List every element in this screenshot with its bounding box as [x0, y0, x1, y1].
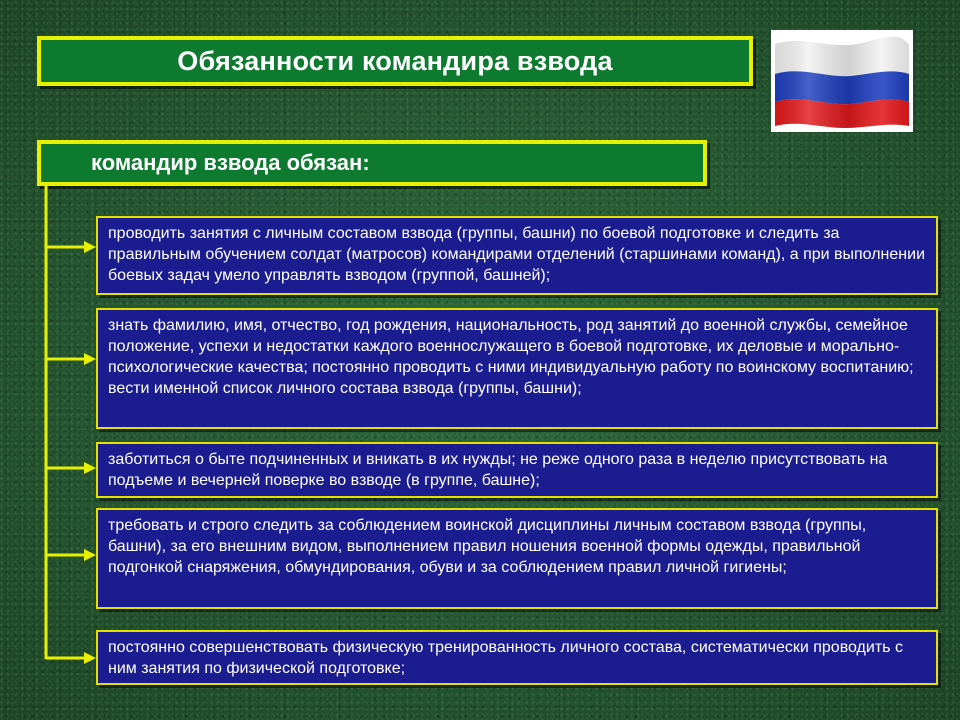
title-banner: [37, 36, 753, 86]
duty-item: проводить занятия с личным составом взвода (группы, башни) по боевой подготовке и следить за правильным обучением солдат (матросов) командирами отделений (старшинами команд), а при выполнении боевых задач умело управлять взводом (группой, башней);: [96, 216, 938, 295]
subtitle-banner: [37, 140, 707, 186]
arrow-icon: [46, 241, 96, 253]
duty-item: требовать и строго следить за соблюдением воинской дисциплины личным составом взвода (группы, башни), за его внешним видом, выполнением правил ношения военной формы одежды, правильной подгонкой снаряжения, обмундирования, обуви и за соблюдением правил личной гигиены;: [96, 508, 938, 609]
page-title: Обязанности командира взвода: [177, 45, 613, 76]
duty-item: заботиться о быте подчиненных и вникать в их нужды; не реже одного раза в неделю присутствовать на подъеме и вечерней поверке во взводе (в группе, башне);: [96, 442, 938, 498]
russian-flag-icon: [771, 30, 913, 132]
duty-item: постоянно совершенствовать физическую тренированность личного состава, систематически проводить с ним занятия по физической подготовке;: [96, 630, 938, 685]
arrow-icon: [46, 353, 96, 365]
arrow-icon: [46, 549, 96, 561]
duty-item: знать фамилию, имя, отчество, год рождения, национальность, род занятий до военной службы, семейное положение, успехи и недостатки каждого военнослужащего в боевой подготовке, их деловые и морально-психологические качества; постоянно проводить с ними индивидуальную работу по воинскому воспитанию; вести именной список личного состава взвода (группы, башни);: [96, 308, 938, 429]
arrow-icon: [46, 652, 96, 664]
arrow-icon: [46, 462, 96, 474]
subtitle: командир взвода обязан:: [91, 150, 370, 175]
